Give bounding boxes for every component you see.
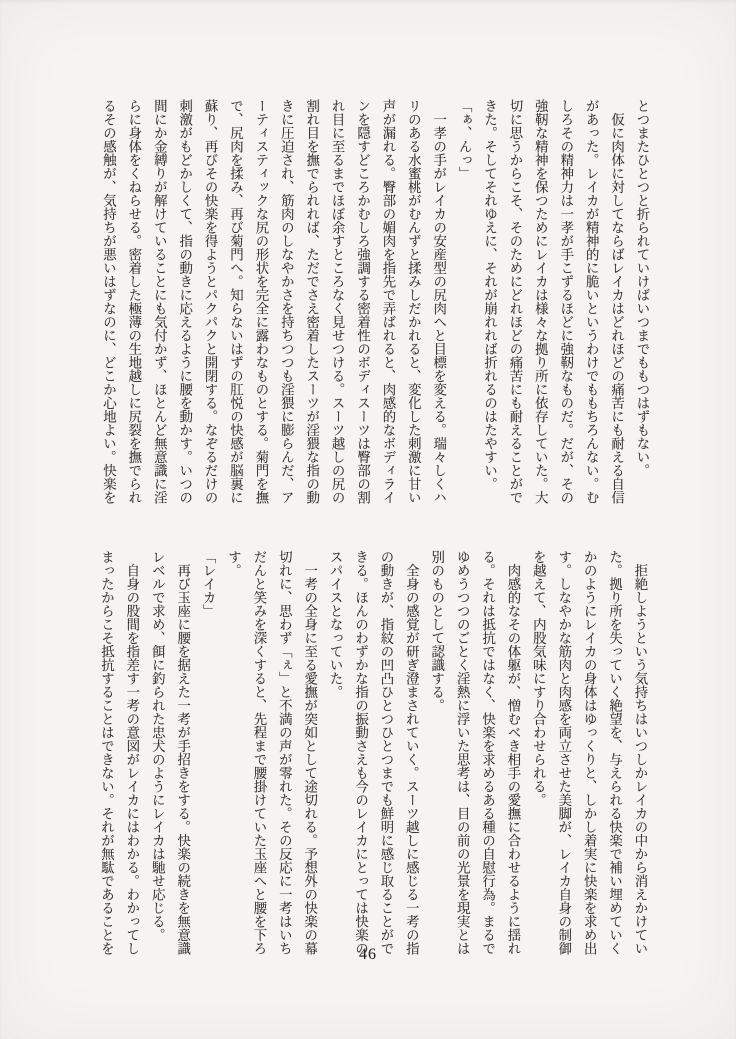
text-line: 間にか金縛りが解けていることにも気付かず、ほとんど無意識に淫 bbox=[152, 99, 168, 504]
text-line: 全身の感覚が研ぎ澄まされていく。スーツ越しに感じる一考の指 bbox=[404, 550, 420, 955]
text-line: れ目に至るまでほぼ余すところなく見せつける。スーツ越しの尻の bbox=[330, 99, 346, 504]
text-line: ゆめうつつのごとく淫熱に浮いた思考は、目の前の光景を現実とは bbox=[455, 550, 471, 955]
text-line: だんと笑みを深くすると、先程まで腰掛けていた玉座へと腰を下ろ bbox=[251, 550, 267, 955]
text-line: 自身の股間を指差す一考の意図がレイカにはわかる。わかってし bbox=[124, 550, 140, 955]
text-block-top bbox=[96, 99, 655, 504]
text-line: 割れ目を撫でられれば、ただでさえ密着したスーツが淫猥な指の動 bbox=[304, 99, 320, 504]
text-line: た。拠り所を失っていく絶望を、与えられる快楽で補い埋めていく bbox=[607, 550, 623, 955]
text-line: リのある水蜜桃がむんずと揉みしだかれると、変化した刺激に甘い bbox=[406, 99, 422, 504]
text-line: 声が漏れる。臀部の媚肉を指先で弄ばれると、肉感的なボディライ bbox=[380, 99, 396, 504]
text-line: ンを隠すどころかむしろ強調する密着性のボディスーツは臀部の割 bbox=[355, 99, 371, 504]
text-line: かのようにレイカの身体はゆっくりと、しかし着実に快楽を求め出 bbox=[582, 550, 598, 955]
text-line: す。しなやかな筋肉と肉感を両立させた美脚が、レイカ自身の制御 bbox=[556, 550, 572, 955]
text-line: ーティスティックな尻の形状を完全に露わなものとする。菊門を撫 bbox=[253, 99, 269, 504]
text-line: る。それは抵抗ではなく、快楽を求めるある種の自慰行為。まるで bbox=[480, 550, 496, 955]
text-line: きに圧迫され、筋肉のしなやかさを持ちつつも淫猥に膨らんだ、ア bbox=[279, 99, 295, 504]
text-line: 「レイカ」 bbox=[201, 550, 217, 618]
text-line: 仮に肉体に対してならばレイカはどれほどの痛苦にも耐える自信 bbox=[609, 99, 625, 504]
text-line: るその感触が、気持ちが悪いはずなのに、どこか心地よい。快楽を bbox=[101, 99, 117, 504]
text-line: 切に思うからこそ、そのためにどれほどの痛苦にも耐えることがで bbox=[507, 99, 523, 504]
text-line: きた。そしてそれゆえに、それが崩れれば折れるのはたやすい。 bbox=[482, 99, 498, 491]
text-line: があった。レイカが精神的に脆いというわけでももちろんない。む bbox=[584, 99, 600, 504]
text-line: しろその精神力は一孝が手こずるほどに強靭なものだ。だが、その bbox=[558, 99, 574, 504]
text-line: 別のものとして認識する。 bbox=[429, 550, 445, 712]
text-line: を越えて、内股気味にすり合わせられる。 bbox=[531, 550, 547, 807]
text-line: 再び玉座に腰を据えた一考が手招きをする。快楽の続きを無意識 bbox=[175, 550, 191, 955]
text-line: らに身体をくねらせる。密着した極薄の生地越しに尻裂を撫でられ bbox=[126, 99, 142, 504]
text-line: スパイスとなっていた。 bbox=[328, 550, 344, 699]
text-line: きる。ほんのわずかな指の振動さえも今のレイカにとっては快楽の bbox=[353, 550, 369, 955]
text-line: レベルで求め、餌に釣られた忠犬のようにレイカは馳せ応じる。 bbox=[150, 550, 166, 942]
text-line: 一孝の手がレイカの安産型の尻肉へと目標を変える。瑞々しくハ bbox=[431, 99, 447, 504]
text-line: 拒絶しようという気持ちはいつしかレイカの中から消えかけてい bbox=[633, 550, 648, 955]
text-line: 強靭な精神を保つためにレイカは様々な拠り所に依存していた。大 bbox=[533, 99, 549, 504]
text-line: 蘇り、再びその快楽を得ようとパクパクと開閉する。なぞるだけの bbox=[203, 99, 219, 504]
text-line: 「ぁ、んっ」 bbox=[457, 99, 473, 180]
text-line: まったからこそ抵抗することはできない。それが無駄であることを bbox=[99, 550, 115, 955]
text-line: 一考の全身に至る愛撫が突如として途切れる。予想外の快楽の幕 bbox=[302, 550, 318, 955]
page-number: 46 bbox=[359, 946, 377, 963]
text-line: 肉感的なその体躯が、憎むべき相手の愛撫に合わせるように揺れ bbox=[505, 550, 521, 955]
text-line: 刺激がもどかしくて、指の動きに応えるように腰を動かす。いつの bbox=[177, 99, 193, 504]
text-line: とつまたひとつと折られていけばいつまでももつはずもない。 bbox=[635, 99, 650, 477]
text-line: で、尻肉を揉み、再び菊門へ。知らないはずの肛悦の快感が脳裏に bbox=[228, 99, 244, 504]
text-line: す。 bbox=[226, 550, 242, 577]
text-line: 切れに、思わず「ぇ」と不満の声が零れた。その反応に一考はいち bbox=[277, 550, 293, 955]
text-line: の動きが、指紋の凹凸ひとつひとつまでも鮮明に感じ取ることがで bbox=[378, 550, 394, 955]
